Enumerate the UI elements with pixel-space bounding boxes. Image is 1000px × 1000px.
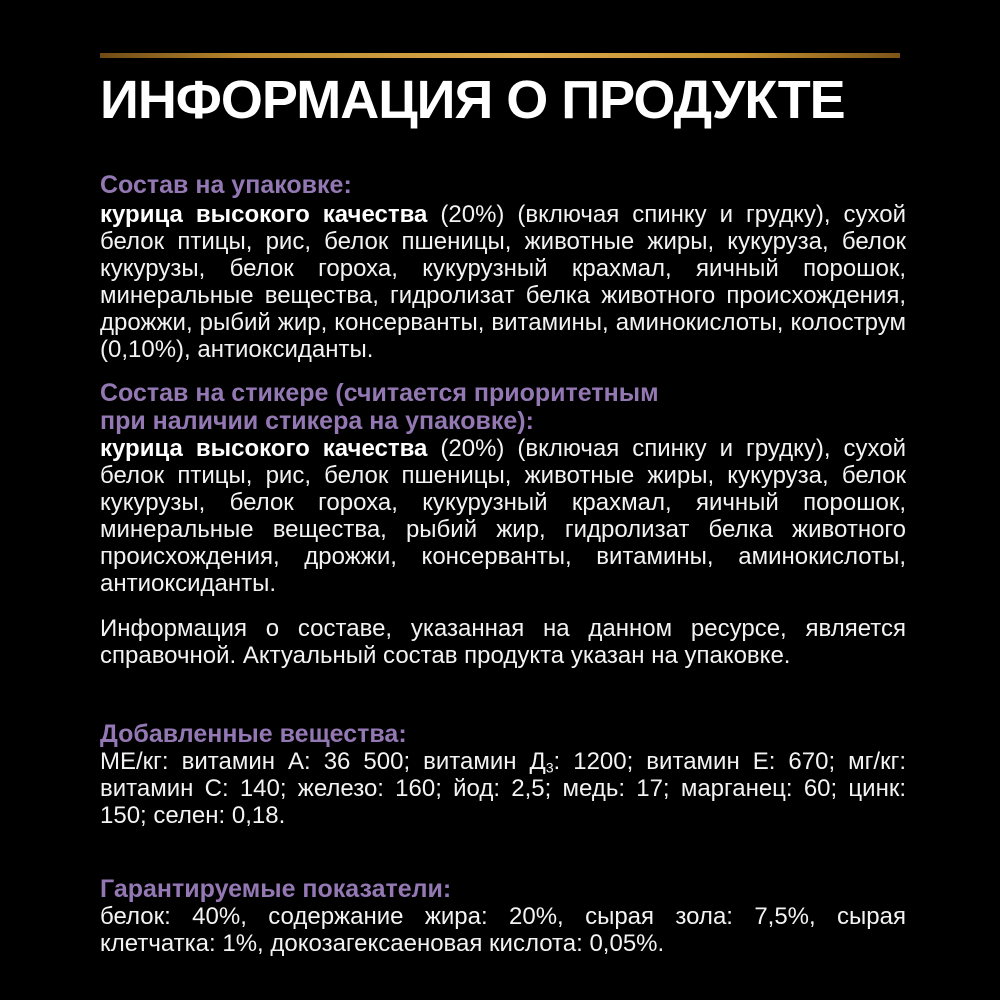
composition-sticker-lead: курица высокого качества bbox=[100, 435, 428, 462]
guaranteed-text: белок: 40%, содержание жира: 20%, сырая зола: 7,5%, сырая клетчатка: 1%, докозагексаеновая кислота: 0,05%. bbox=[100, 903, 906, 957]
composition-sticker-body: (20%) (включая спинку и грудку), сухой белок птицы, рис, белок пшеницы, животные жиры, кукуруза, белок кукурузы, белок гороха, кукурузный крахмал, яичный порошок, минеральные вещества, рыбий жир, гидролизат белка животного происхождения, дрожжи, консерванты, витамины, аминокислоты, антиоксиданты. bbox=[100, 435, 906, 597]
additives-body-before-sub: МЕ/кг: витамин А: 36 500; витамин Д bbox=[100, 748, 546, 775]
content-column bbox=[100, 0, 906, 957]
composition-pack-text bbox=[100, 201, 906, 363]
composition-sticker-heading-line2: при наличии стикера на упаковке): bbox=[100, 407, 534, 435]
gold-divider-line bbox=[100, 53, 900, 58]
page-title: ИНФОРМАЦИЯ О ПРОДУКТЕ bbox=[100, 70, 845, 130]
guaranteed-heading: Гарантируемые показатели: bbox=[100, 875, 452, 903]
composition-pack-lead: курица высокого качества bbox=[100, 201, 428, 228]
additives-heading: Добавленные вещества: bbox=[100, 720, 407, 748]
additives-body-after-sub: : 1200; витамин Е: 670; мг/кг: витамин С: 140; железо: 160; йод: 2,5; медь: 17; марганец: 60; цинк: 150; селен: 0,18. bbox=[100, 748, 906, 829]
composition-disclaimer-note: Информация о составе, указанная на данном ресурсе, является справочной. Актуальный состав продукта указан на упаковке. bbox=[100, 615, 906, 669]
composition-pack-body: (20%) (включая спинку и грудку), сухой белок птицы, рис, белок пшеницы, животные жиры, кукуруза, белок кукурузы, белок гороха, кукурузный крахмал, яичный порошок, минеральные вещества, гидролизат белка животного происхождения, дрожжи, рыбий жир, консерванты, витамины, аминокислоты, колострум (0,10%), антиоксиданты. bbox=[100, 201, 906, 363]
composition-sticker-heading bbox=[100, 379, 906, 435]
vitamin-d-subscript: 3 bbox=[545, 759, 554, 776]
composition-pack-heading: Состав на упаковке: bbox=[100, 171, 352, 199]
composition-sticker-heading-line1: Состав на стикере (считается приоритетным bbox=[100, 379, 659, 407]
section-guaranteed bbox=[100, 875, 906, 957]
section-composition-pack bbox=[100, 171, 906, 363]
section-additives bbox=[100, 720, 906, 829]
section-composition-sticker bbox=[100, 379, 906, 597]
additives-text bbox=[100, 748, 906, 829]
composition-sticker-text bbox=[100, 435, 906, 597]
